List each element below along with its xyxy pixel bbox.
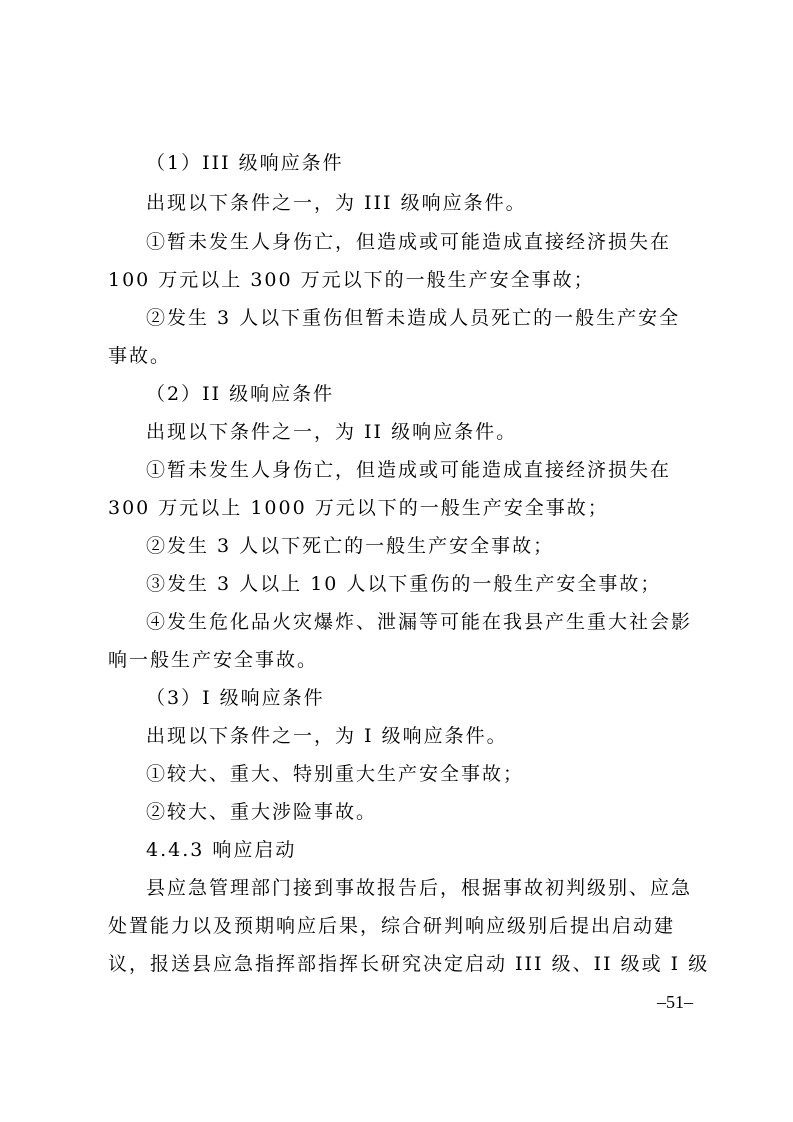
paragraph-line: ②较大、重大涉险事故。 (146, 801, 378, 823)
heading-level-2-condition: （2）II 级响应条件 (146, 383, 335, 405)
paragraph-line: 县应急管理部门接到事故报告后，根据事故初判级别、应急 (146, 877, 693, 899)
paragraph-line: 出现以下条件之一，为 I 级响应条件。 (146, 725, 508, 747)
paragraph-line: ①暂未发生人身伤亡，但造成或可能造成直接经济损失在 (146, 231, 672, 253)
paragraph-line: ①暂未发生人身伤亡，但造成或可能造成直接经济损失在 (146, 459, 672, 481)
paragraph-line: 100 万元以上 300 万元以下的一般生产安全事故； (108, 269, 595, 291)
heading-level-1-condition: （3）I 级响应条件 (146, 687, 325, 709)
section-heading-response-start: 4.4.3 响应启动 (146, 839, 297, 861)
paragraph-line: ④发生危化品火灾爆炸、泄漏等可能在我县产生重大社会影 (146, 611, 693, 633)
paragraph-line: ③发生 3 人以上 10 人以下重伤的一般生产安全事故； (146, 573, 662, 595)
page-number: –51– (657, 992, 693, 1012)
heading-level-3-condition: （1）III 级响应条件 (146, 152, 344, 174)
paragraph-line: 出现以下条件之一，为 II 级响应条件。 (146, 421, 518, 443)
paragraph-line: ②发生 3 人以下死亡的一般生产安全事故； (146, 535, 555, 557)
paragraph-line: 响一般生产安全事故。 (108, 649, 319, 671)
paragraph-line: 事故。 (108, 345, 172, 367)
paragraph-line: ①较大、重大、特别重大生产安全事故； (146, 763, 525, 785)
paragraph-line: 议，报送县应急指挥部指挥长研究决定启动 III 级、II 级或 I 级 (108, 953, 710, 975)
paragraph-line: 300 万元以上 1000 万元以下的一般生产安全事故； (108, 497, 609, 519)
paragraph-line: 出现以下条件之一，为 III 级响应条件。 (146, 192, 527, 214)
paragraph-line: ②发生 3 人以下重伤但暂未造成人员死亡的一般生产安全 (146, 307, 681, 329)
paragraph-line: 处置能力以及预期响应后果，综合研判响应级别后提出启动建 (108, 915, 676, 937)
